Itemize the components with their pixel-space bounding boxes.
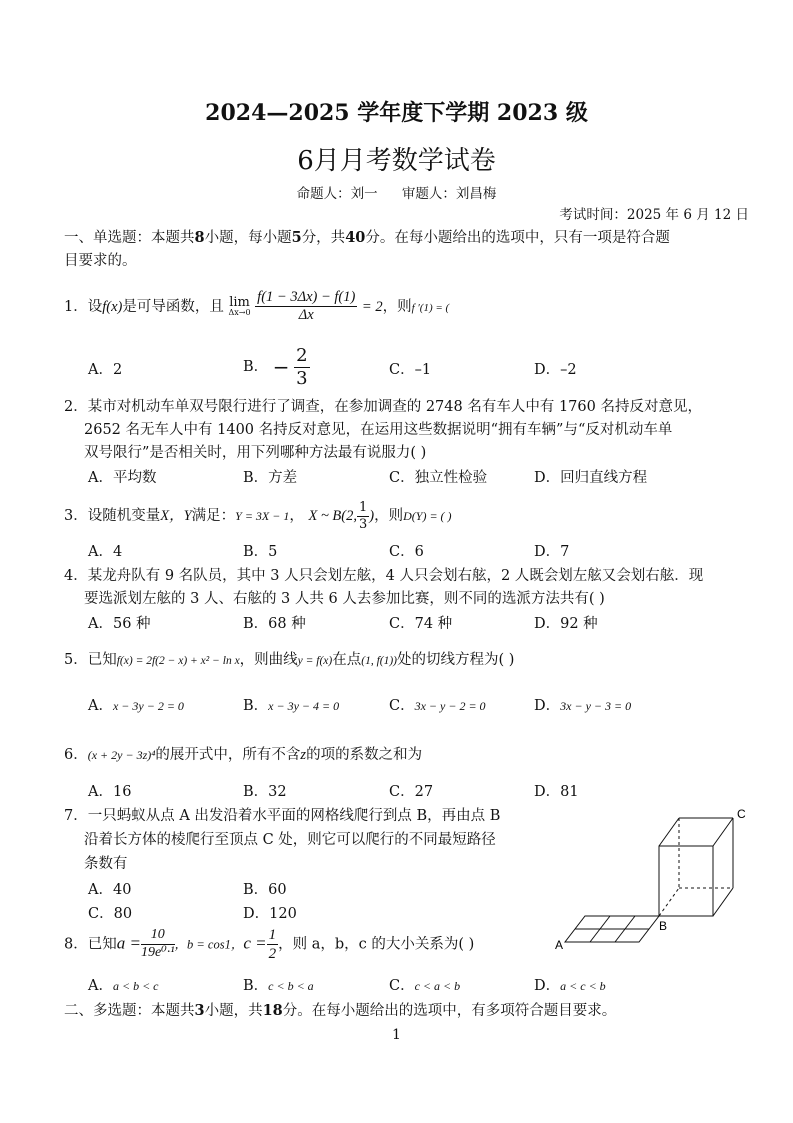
- q5-option-c-expr: 3x − y − 2 = 0: [414, 699, 486, 713]
- q8-option-a: [88, 974, 159, 995]
- q8-post: ，则 a，b，c 的大小关系为( ): [278, 936, 475, 953]
- q8-option-b: [243, 974, 314, 995]
- q2-option-a: A．平均数: [88, 470, 157, 486]
- q2-option-c: C．独立性检验: [389, 470, 488, 486]
- q5-tail: 处的切线方程为( ): [397, 652, 515, 668]
- q1-option-b: [243, 345, 310, 389]
- question-5-stem: [64, 648, 514, 669]
- q5-function: f(x) = 2f(2 − x) + x² − ln x: [116, 655, 240, 667]
- q1-lim-sub: Δx→0: [228, 308, 251, 318]
- q3-dy: D(Y) = ( ): [403, 509, 452, 524]
- q7-line1: 7．一只蚂蚁从点 A 出发沿着水平面的网格线爬行到点 B，再由点 B: [64, 808, 501, 824]
- q1-post: ，则: [382, 298, 412, 315]
- q5-option-b-expr: x − 3y − 4 = 0: [268, 699, 340, 713]
- setter-label: 命题人：刘一: [296, 186, 378, 202]
- q6-post: 的项的系数之和为: [306, 747, 423, 763]
- q3-relation: Y = 3X − 1: [235, 509, 290, 524]
- section1-text-d: 分。在每小题给出的选项中，只有一项是符合题: [365, 230, 670, 246]
- q8-option-d: [534, 974, 606, 995]
- q8-option-b-label: B．: [243, 978, 269, 994]
- section1-heading: [64, 226, 670, 247]
- q5-option-d-expr: 3x − y − 3 = 0: [560, 699, 632, 713]
- exam-time: 考试时间：2025 年 6 月 12 日: [559, 207, 749, 223]
- question-1-stem: [64, 289, 449, 325]
- section2-heading: [64, 999, 616, 1020]
- q1-option-b-minus: −: [272, 355, 290, 380]
- q1-option-c: C．–1: [389, 362, 432, 378]
- q8-a-den: 19e⁰·¹: [140, 945, 175, 960]
- q7-option-a: A．40: [88, 882, 132, 898]
- q5-prefix: 5．已知: [64, 652, 117, 668]
- q4-option-d: D．92 种: [534, 616, 598, 632]
- q1-fx: f(x): [102, 298, 123, 315]
- q8-a-prefix: a =: [116, 933, 141, 953]
- section1-text-b: 小题，每小题: [204, 230, 292, 246]
- q6-option-d: D．81: [534, 784, 579, 800]
- q8-option-a-label: A．: [88, 978, 113, 994]
- q7-figure: [555, 806, 755, 952]
- q5-mid: ，则曲线: [239, 652, 298, 668]
- q7-line3: 条数有: [84, 856, 128, 872]
- q8-option-d-label: D．: [534, 978, 561, 994]
- q8-option-a-expr: a < b < c: [112, 979, 159, 993]
- q1-option-a: A．2: [88, 362, 123, 378]
- question-6-stem: [64, 743, 422, 764]
- q3-post: ，则: [374, 508, 404, 525]
- section1-text-a: 一、单选题：本题共: [64, 230, 195, 246]
- q3-dist-num: 1: [358, 500, 368, 515]
- q1-option-d: D．–2: [534, 362, 577, 378]
- q3-option-a: A．4: [88, 544, 123, 560]
- q1-option-b-num: 2: [296, 345, 308, 366]
- q4-line1: 4．某龙舟队有 9 名队员，其中 3 人只会划左舷，4 人只会划右舷，2 人既会划左舷又会划右舷．现: [64, 568, 704, 584]
- section1-count: 8: [194, 229, 205, 246]
- q6-prefix: 6．: [64, 747, 88, 763]
- q3-dist-prefix: X ~ B(2,: [308, 508, 357, 525]
- q8-a-fraction: [141, 927, 175, 962]
- q3-vars: X，Y: [160, 508, 192, 525]
- q6-option-c: C．27: [389, 784, 434, 800]
- q1-lim-word: lim: [229, 295, 250, 311]
- q5-option-c-label: C．: [389, 698, 415, 714]
- page-number: 1: [392, 1027, 401, 1043]
- q8-option-d-expr: a < c < b: [560, 979, 606, 993]
- q5-option-b-label: B．: [243, 698, 269, 714]
- q2-option-b: B．方差: [243, 470, 298, 486]
- q5-option-d-label: D．: [534, 698, 561, 714]
- q1-fprime: f ′(1) = (: [411, 301, 450, 314]
- q3-dist-fraction: [357, 500, 369, 532]
- q5-post: 在点: [332, 652, 362, 668]
- reviewer-label: 审题人：刘昌梅: [401, 186, 497, 202]
- section1-text-c: 分，共: [301, 230, 346, 246]
- q6-option-b: B．32: [243, 784, 287, 800]
- section1-total: 40: [345, 229, 366, 246]
- q7-option-b: B．60: [243, 882, 287, 898]
- q4-line2: 要选派划左舷的 3 人、右舷的 3 人共 6 人去参加比赛，则不同的选派方法共有( ): [84, 591, 605, 607]
- q6-expression: (x + 2y − 3z)⁴: [87, 748, 156, 762]
- q2-line1: 2．某市对机动车单双号限行进行了调查，在参加调查的 2748 名有车人中有 1760 名持反对意见，: [64, 399, 702, 415]
- q8-option-b-expr: c < b < a: [268, 979, 314, 993]
- q5-option-a: [88, 694, 184, 715]
- q3-prefix: 3．设随机变量: [64, 508, 161, 525]
- authors-line: [0, 182, 793, 202]
- q5-option-a-label: A．: [88, 698, 113, 714]
- exam-title-line1: 2024—2025 学年度下学期 2023 级: [205, 100, 588, 126]
- q8-b: ，b = cos1，: [174, 937, 244, 952]
- q8-c-den: 2: [268, 946, 277, 962]
- q7-label-a: A: [555, 938, 564, 952]
- q1-option-b-label: B．: [243, 359, 269, 376]
- q5-curve: y = f(x): [297, 655, 333, 667]
- q7-label-c: C: [737, 807, 746, 821]
- q1-denominator: Δx: [298, 307, 314, 324]
- q1-limit: [228, 296, 250, 317]
- question-8-stem: [64, 926, 474, 963]
- q1-prefix: 1．设: [64, 298, 103, 315]
- q4-option-c: C．74 种: [389, 616, 453, 632]
- q3-mid: 满足：: [191, 508, 236, 525]
- q3-option-b: B．5: [243, 544, 278, 560]
- q3-option-c: C．6: [389, 544, 424, 560]
- q8-option-c-expr: c < a < b: [414, 979, 461, 993]
- q8-prefix: 8．已知: [64, 936, 117, 953]
- q6-option-a: A．16: [88, 784, 132, 800]
- section2-total: 18: [262, 1002, 283, 1019]
- q5-option-d: [534, 694, 631, 715]
- q3-dist-den: 3: [358, 516, 368, 532]
- q3-dist-post: ): [369, 508, 375, 525]
- q8-c-num: 1: [268, 927, 277, 943]
- q1-numerator: f(1 − 3Δx) − f(1): [255, 289, 357, 307]
- q5-option-a-expr: x − 3y − 2 = 0: [112, 699, 184, 713]
- q7-label-b: B: [659, 919, 668, 933]
- section1-points-each: 5: [291, 229, 302, 246]
- q2-option-d: D．回归直线方程: [534, 470, 648, 486]
- section2-text-b: 小题，共: [204, 1003, 263, 1019]
- q7-line2: 沿着长方体的棱爬行至顶点 C 处，则它可以爬行的不同最短路径: [84, 832, 496, 848]
- q8-option-c-label: C．: [389, 978, 415, 994]
- q6-mid: 的展开式中，所有不含: [155, 747, 301, 763]
- q1-option-b-den: 3: [296, 367, 308, 389]
- q5-point: (1, f(1)): [361, 655, 398, 667]
- q8-c-fraction: [267, 926, 279, 963]
- q2-line2: 2652 名无车人中有 1400 名持反对意见，在运用这些数据说明“拥有车辆”与“反对机动车单: [84, 422, 673, 438]
- q7-option-d: D．120: [243, 906, 297, 922]
- section2-count: 3: [194, 1002, 205, 1019]
- q1-mid: 是可导函数，且: [122, 298, 224, 315]
- exam-title-line2: 6月月考数学试卷: [297, 146, 496, 176]
- q6-z: z: [300, 747, 307, 763]
- q7-option-c: C．80: [88, 906, 133, 922]
- q4-option-b: B．68 种: [243, 616, 306, 632]
- section2-text-a: 二、多选题：本题共: [64, 1003, 195, 1019]
- q3-option-d: D．7: [534, 544, 570, 560]
- q8-option-c: [389, 974, 460, 995]
- q1-option-b-fraction: [294, 345, 309, 389]
- q8-c-prefix: c =: [243, 933, 267, 953]
- question-3-stem: 3．设随机变量X，Y满足：Y = 3X − 1， X ~ B(2, $\frac{1}{3}$ )，则D(Y) = ( ): [64, 500, 452, 532]
- section1-heading-line2: 目要求的。: [64, 253, 137, 269]
- q5-option-c: [389, 694, 486, 715]
- q5-option-b: [243, 694, 339, 715]
- q1-equals: = 2: [361, 298, 383, 315]
- section2-text-c: 分。在每小题给出的选项中，有多项符合题目要求。: [282, 1003, 617, 1019]
- q4-option-a: A．56 种: [88, 616, 151, 632]
- q2-line3: 双号限行”是否相关时，用下列哪种方法最有说服力( ): [84, 445, 427, 461]
- q1-fraction: [255, 289, 357, 325]
- q8-a-num: 10: [141, 927, 175, 945]
